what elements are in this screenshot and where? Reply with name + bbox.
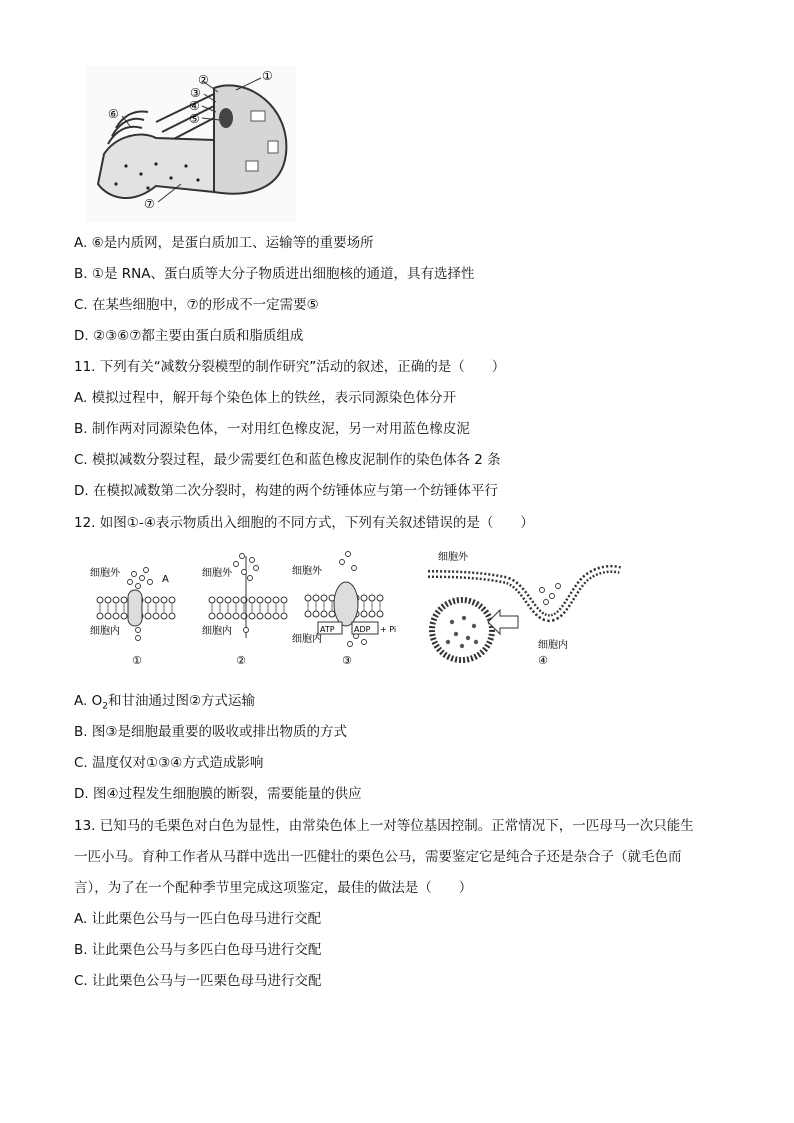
q13-option-c: C. 让此栗色公马与一匹栗色母马进行交配 bbox=[74, 973, 322, 989]
q13-stem-line2: 一匹小马。育种工作者从马群中选出一匹健壮的栗色公马，需要鉴定它是纯合子还是杂合子（就毛色而 bbox=[74, 849, 682, 865]
panel2-number: ② bbox=[236, 654, 246, 667]
q13-option-b: B. 让此栗色公马与多匹白色母马进行交配 bbox=[74, 942, 322, 958]
nucleus-er-figure bbox=[86, 66, 296, 222]
pi-label: + Pi bbox=[380, 625, 397, 634]
q13-stem-line1: 13. 已知马的毛栗色对白色为显性，由常染色体上一对等位基因控制。正常情况下，一匹母马一次只能生 bbox=[74, 818, 694, 834]
q11-option-b: B. 制作两对同源染色体，一对用红色橡皮泥，另一对用蓝色橡皮泥 bbox=[74, 421, 470, 437]
label-2: ② bbox=[198, 73, 209, 87]
label-1: ① bbox=[262, 69, 273, 83]
atp-label: ATP bbox=[320, 625, 335, 634]
panel3-inside: 细胞内 bbox=[292, 634, 322, 645]
panel4-inside: 细胞内 bbox=[538, 640, 568, 651]
panel2-inside: 细胞内 bbox=[202, 626, 232, 637]
panel4-outside: 细胞外 bbox=[438, 552, 468, 563]
panel4-number: ④ bbox=[538, 654, 548, 667]
panel1-protein-label: A bbox=[162, 574, 169, 585]
label-4: ④ bbox=[189, 99, 200, 113]
panel3-number: ③ bbox=[342, 654, 352, 667]
q11-option-c: C. 模拟减数分裂过程，最少需要红色和蓝色橡皮泥制作的染色体各 2 条 bbox=[74, 452, 501, 468]
q11-option-a: A. 模拟过程中，解开每个染色体上的铁丝，表示同源染色体分开 bbox=[74, 390, 457, 406]
label-6: ⑥ bbox=[108, 107, 119, 121]
adp-label: ADP bbox=[354, 625, 371, 634]
transport-figure bbox=[86, 546, 622, 674]
q12-option-c: C. 温度仅对①③④方式造成影响 bbox=[74, 755, 264, 771]
q12-stem: 12. 如图①-④表示物质出入细胞的不同方式，下列有关叙述错误的是（ ） bbox=[74, 515, 534, 531]
panel1-outside: 细胞外 bbox=[90, 568, 120, 579]
q13-option-a: A. 让此栗色公马与一匹白色母马进行交配 bbox=[74, 911, 322, 927]
label-7: ⑦ bbox=[144, 197, 155, 211]
q12-option-b: B. 图③是细胞最重要的吸收或排出物质的方式 bbox=[74, 724, 347, 740]
panel3-outside: 细胞外 bbox=[292, 566, 322, 577]
q12-option-d: D. 图④过程发生细胞膜的断裂，需要能量的供应 bbox=[74, 786, 362, 802]
q10-option-a: A. ⑥是内质网，是蛋白质加工、运输等的重要场所 bbox=[74, 235, 374, 251]
label-3: ③ bbox=[190, 86, 201, 100]
label-5: ⑤ bbox=[189, 112, 200, 126]
q10-option-c: C. 在某些细胞中，⑦的形成不一定需要⑤ bbox=[74, 297, 319, 313]
panel2-outside: 细胞外 bbox=[202, 568, 232, 579]
panel1-number: ① bbox=[132, 654, 142, 667]
q11-stem: 11. 下列有关“减数分裂模型的制作研究”活动的叙述，正确的是（ ） bbox=[74, 359, 506, 375]
q10-option-b: B. ①是 RNA、蛋白质等大分子物质进出细胞核的通道，具有选择性 bbox=[74, 266, 475, 282]
q11-option-d: D. 在模拟减数第二次分裂时，构建的两个纺锤体应与第一个纺锤体平行 bbox=[74, 483, 498, 499]
panel1-inside: 细胞内 bbox=[90, 626, 120, 637]
q12-option-a: A. $O_2$和甘油通过图②方式运输 bbox=[74, 693, 256, 712]
q13-stem-line3: 言），为了在一个配种季节里完成这项鉴定，最佳的做法是（ ） bbox=[74, 880, 473, 896]
q10-option-d: D. ②③⑥⑦都主要由蛋白质和脂质组成 bbox=[74, 328, 304, 344]
